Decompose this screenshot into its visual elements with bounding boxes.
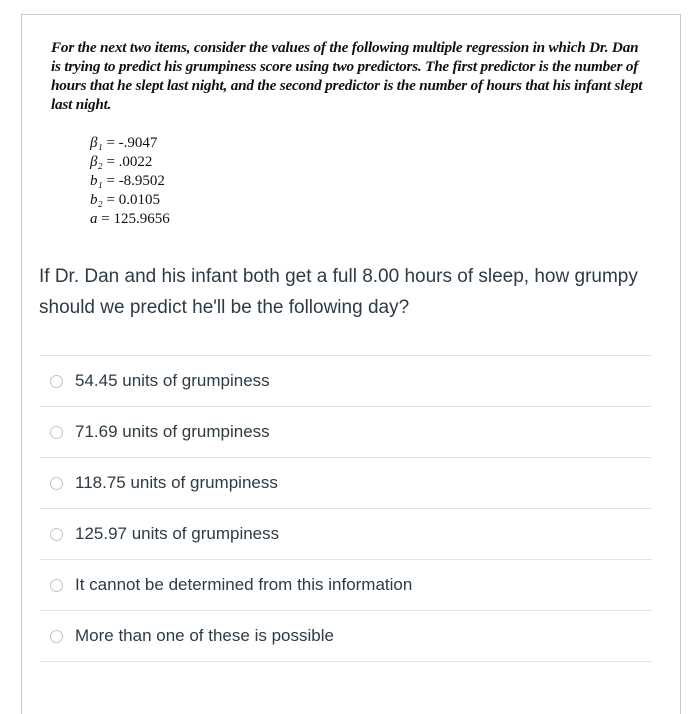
coefficient-value: .0022: [118, 154, 153, 170]
coefficient-equals: =: [102, 154, 119, 170]
coefficient-value: 0.0105: [118, 192, 160, 208]
answer-option-label: 54.45 units of grumpiness: [75, 371, 270, 390]
radio-button[interactable]: [50, 528, 63, 541]
coefficient-intercept: [90, 210, 170, 229]
answer-option[interactable]: [40, 611, 652, 662]
coefficient-equals: =: [97, 211, 114, 227]
coefficient-value: -8.9502: [118, 173, 165, 189]
coefficient-list: [90, 134, 170, 229]
answer-option[interactable]: [40, 560, 652, 611]
coefficient-value: 125.9656: [113, 211, 170, 227]
question-intro-text: For the next two items, consider the values of the following multiple regression in which Dr. Dan is trying to predict his grumpiness score using two predictors. The first predictor is the number of hours that he slept last night, and the second predictor is the number of hours that his infant slept last night.: [51, 39, 643, 113]
coefficient-beta2: [90, 153, 170, 172]
coefficient-equals: =: [102, 173, 119, 189]
coefficient-symbol: a: [90, 211, 98, 227]
answer-option[interactable]: [40, 407, 652, 458]
coefficient-equals: =: [102, 192, 119, 208]
radio-button[interactable]: [50, 426, 63, 439]
coefficient-equals: =: [102, 135, 119, 151]
answer-option[interactable]: [40, 509, 652, 560]
coefficient-beta1: [90, 134, 170, 153]
coefficient-symbol: β₁: [90, 135, 103, 151]
coefficient-symbol: b₂: [90, 192, 103, 208]
radio-button[interactable]: [50, 375, 63, 388]
answer-option-label: It cannot be determined from this information: [75, 575, 413, 594]
answer-option-label: 125.97 units of grumpiness: [75, 524, 280, 543]
answer-option-label: 71.69 units of grumpiness: [75, 422, 270, 441]
coefficient-b2: [90, 191, 170, 210]
answer-option[interactable]: [40, 458, 652, 509]
radio-button[interactable]: [50, 579, 63, 592]
answer-option[interactable]: [40, 356, 652, 407]
radio-button[interactable]: [50, 477, 63, 490]
coefficient-value: -.9047: [118, 135, 158, 151]
coefficient-b1: [90, 172, 170, 191]
coefficient-symbol: b₁: [90, 173, 103, 189]
answer-options: [40, 355, 652, 662]
answer-option-label: 118.75 units of grumpiness: [75, 473, 278, 492]
coefficient-symbol: β₂: [90, 154, 103, 170]
question-text: If Dr. Dan and his infant both get a full 8.00 hours of sleep, how grumpy should we predict he'll be the following day?: [39, 266, 638, 318]
radio-button[interactable]: [50, 630, 63, 643]
answer-option-label: More than one of these is possible: [75, 626, 334, 645]
